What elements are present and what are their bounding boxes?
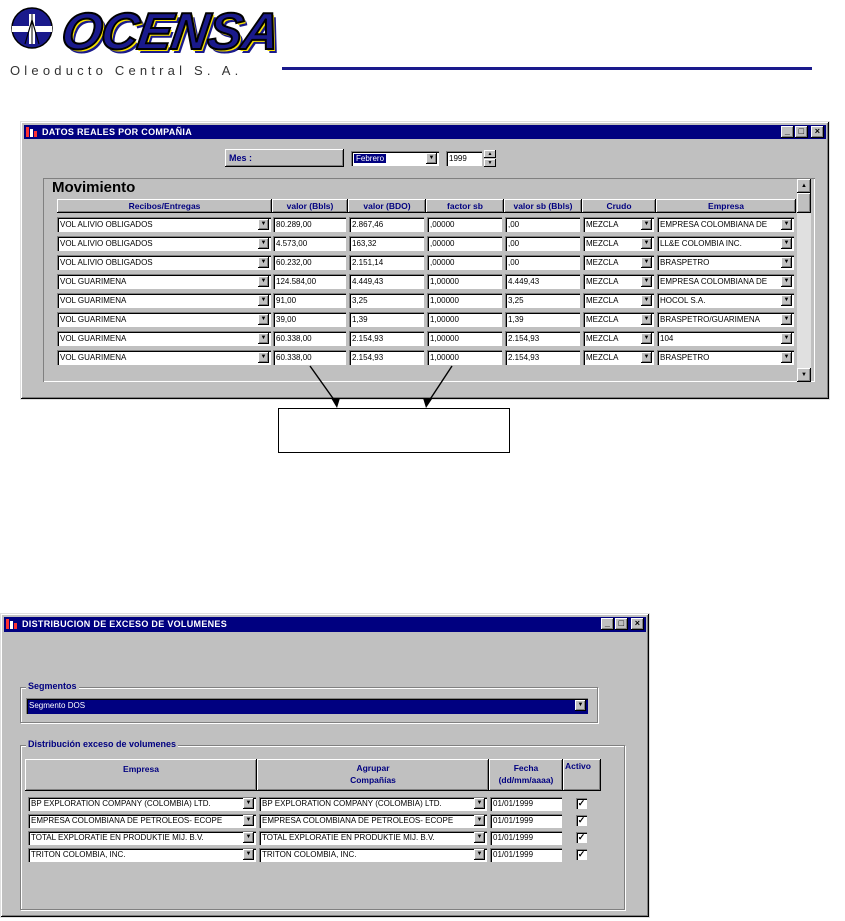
cell-text: 01/01/1999 (493, 850, 534, 859)
scroll-thumb[interactable] (797, 193, 811, 213)
valor-sb-field[interactable] (505, 331, 580, 346)
recibos-select[interactable] (57, 312, 271, 327)
empresa-select[interactable] (28, 797, 256, 811)
cell-text: 60.232,00 (276, 258, 312, 267)
chevron-down-icon[interactable]: ▼ (641, 295, 652, 306)
recibos-select[interactable] (57, 236, 271, 251)
chevron-down-icon[interactable]: ▼ (641, 257, 652, 268)
cell-text: 1,00000 (430, 334, 459, 343)
month-select[interactable] (351, 151, 439, 166)
empresa-select[interactable] (657, 274, 794, 289)
ocensa-logo-icon (8, 6, 58, 50)
cell-text: MEZCLA (586, 220, 619, 229)
cell-text: VOL ALIVIO OBLIGADOS (60, 239, 153, 248)
col-header-fecha: Fecha (dd/mm/aaaa) (489, 759, 563, 791)
recibos-select[interactable] (57, 331, 271, 346)
cell-text: 80.289,00 (276, 220, 312, 229)
cell-text: ,00000 (430, 258, 455, 267)
maximize-button[interactable]: □ (615, 618, 628, 630)
fecha-field[interactable] (490, 797, 562, 811)
factor-sb-field[interactable] (427, 255, 502, 270)
cell-text: MEZCLA (586, 258, 619, 267)
cell-text: BRASPETRO/GUARIMENA (660, 315, 761, 324)
activo-checkbox[interactable]: ✓ (577, 832, 586, 842)
chevron-down-icon[interactable]: ▼ (641, 276, 652, 287)
segmento-value: Segmento DOS (29, 701, 86, 710)
window-title: DATOS REALES POR COMPAÑIA (42, 127, 193, 137)
cell-text: EMPRESA COLOMBIANA DE PETROLEOS- ECOPE (262, 816, 454, 825)
chevron-down-icon[interactable]: ▼ (641, 314, 652, 325)
fecha-field[interactable] (490, 848, 562, 862)
cell-text: 01/01/1999 (493, 816, 534, 825)
cell-text: 91,00 (276, 296, 297, 305)
chevron-down-icon[interactable]: ▼ (258, 238, 269, 249)
brand-subtitle: Oleoducto Central S. A. (10, 63, 243, 78)
col-header-valor-bdo: valor (BDO) (348, 199, 426, 213)
crudo-select[interactable] (583, 293, 654, 308)
recibos-select[interactable] (57, 350, 271, 365)
chevron-down-icon[interactable]: ▼ (243, 832, 254, 843)
cell-text: TOTAL EXPLORATIE EN PRODUKTIE MIJ. B.V. (31, 833, 204, 842)
cell-text: TRITON COLOMBIA, INC. (262, 850, 357, 859)
empresa-select[interactable] (657, 331, 794, 346)
cell-text: BP EXPLORATION COMPANY (COLOMBIA) LTD. (262, 799, 442, 808)
empresa-select[interactable] (657, 217, 794, 232)
activo-checkbox[interactable]: ✓ (577, 849, 586, 859)
valor-sb-field[interactable] (505, 293, 580, 308)
cell-text: LL&E COLOMBIA INC. (660, 239, 742, 248)
chevron-down-icon[interactable]: ▼ (641, 333, 652, 344)
cell-text: EMPRESA COLOMBIANA DE (660, 277, 768, 286)
cell-text: VOL GUARIMENA (60, 315, 127, 324)
cell-text: EMPRESA COLOMBIANA DE PETROLEOS- ECOPE (31, 816, 223, 825)
col-header-valor-sb: valor sb (Bbls) (504, 199, 582, 213)
agrupar-select[interactable] (259, 831, 487, 845)
month-value: Febrero (356, 154, 385, 163)
valor-bbls-field[interactable] (273, 331, 346, 346)
crudo-select[interactable] (583, 236, 654, 251)
cell-text: 4.573,00 (276, 239, 308, 248)
cell-text: MEZCLA (586, 277, 619, 286)
cell-text: 124.584,00 (276, 277, 317, 286)
cell-text: 60.338,00 (276, 353, 312, 362)
cell-text: TOTAL EXPLORATIE EN PRODUKTIE MIJ. B.V. (262, 833, 435, 842)
cell-text: ,00000 (430, 220, 455, 229)
valor-sb-field[interactable] (505, 236, 580, 251)
chevron-down-icon[interactable]: ▼ (781, 295, 792, 306)
cell-text: 3,25 (508, 296, 524, 305)
window-title-bar[interactable] (24, 125, 826, 139)
cell-text: VOL ALIVIO OBLIGADOS (60, 258, 153, 267)
valor-sb-field[interactable] (505, 350, 580, 365)
scroll-down-icon[interactable]: ▼ (797, 368, 811, 382)
cell-text: 4.449,43 (352, 277, 384, 286)
segmento-select[interactable] (26, 698, 588, 714)
cell-text: 60.338,00 (276, 334, 312, 343)
chevron-down-icon[interactable]: ▼ (258, 219, 269, 230)
cell-text: MEZCLA (586, 353, 619, 362)
cell-text: 2.867,46 (352, 220, 384, 229)
cell-text: 1,00000 (430, 353, 459, 362)
col-header-valor-bbls: valor (Bbls) (272, 199, 348, 213)
agrupar-select[interactable] (259, 797, 487, 811)
cell-text: HOCOL S.A. (660, 296, 706, 305)
cell-text: 1,00000 (430, 277, 459, 286)
fecha-field[interactable] (490, 814, 562, 828)
activo-checkbox[interactable]: ✓ (577, 798, 586, 808)
mes-label-box (225, 149, 344, 167)
recibos-select[interactable] (57, 217, 271, 232)
cell-text: 2.154,93 (352, 353, 384, 362)
chevron-down-icon[interactable]: ▼ (474, 832, 485, 843)
factor-sb-field[interactable] (427, 236, 502, 251)
valor-bdo-field[interactable] (349, 293, 424, 308)
chevron-down-icon[interactable]: ▼ (641, 219, 652, 230)
chevron-down-icon[interactable]: ▼ (258, 352, 269, 363)
factor-sb-field[interactable] (427, 312, 502, 327)
year-value: 1999 (449, 154, 467, 163)
scroll-up-icon[interactable]: ▲ (797, 179, 811, 193)
minimize-button[interactable]: _ (601, 618, 614, 630)
cell-text: ,00 (508, 220, 520, 229)
spin-up-icon[interactable]: ▲ (484, 150, 496, 158)
recibos-select[interactable] (57, 274, 271, 289)
cell-text: BP EXPLORATION COMPANY (COLOMBIA) LTD. (31, 799, 211, 808)
chevron-down-icon[interactable]: ▼ (258, 257, 269, 268)
cell-text: 39,00 (276, 315, 297, 324)
cell-text: VOL GUARIMENA (60, 353, 127, 362)
valor-sb-field[interactable] (505, 217, 580, 232)
valor-bdo-field[interactable] (349, 312, 424, 327)
cell-text: MEZCLA (586, 296, 619, 305)
chevron-down-icon[interactable]: ▼ (474, 849, 485, 860)
mes-label: Mes : (229, 153, 253, 163)
distribucion-label: Distribución exceso de volumenes (28, 739, 177, 749)
crudo-select[interactable] (583, 255, 654, 270)
valor-sb-field[interactable] (505, 255, 580, 270)
chevron-down-icon[interactable]: ▼ (474, 798, 485, 809)
cell-text: 1,39 (352, 315, 368, 324)
cell-text: MEZCLA (586, 334, 619, 343)
empresa-select[interactable] (657, 236, 794, 251)
chevron-down-icon[interactable]: ▼ (258, 295, 269, 306)
logo-divider (282, 67, 812, 70)
valor-bbls-field[interactable] (273, 217, 346, 232)
col-header-activo: Activo (563, 759, 601, 791)
fecha-field[interactable] (490, 831, 562, 845)
valor-bbls-field[interactable] (273, 312, 346, 327)
close-button[interactable]: × (631, 618, 644, 630)
cell-text: VOL GUARIMENA (60, 334, 127, 343)
factor-sb-field[interactable] (427, 293, 502, 308)
annotation-box (278, 408, 510, 453)
valor-bbls-field[interactable] (273, 274, 346, 289)
cell-text: BRASPETRO (660, 258, 710, 267)
spin-down-icon[interactable]: ▼ (484, 159, 496, 167)
cell-text: BRASPETRO (660, 353, 710, 362)
chevron-down-icon[interactable]: ▼ (781, 219, 792, 230)
cell-text: 4.449,43 (508, 277, 540, 286)
window-title: DISTRIBUCION DE EXCESO DE VOLUMENES (22, 619, 228, 629)
cell-text: 1,39 (508, 315, 524, 324)
cell-text: 2.154,93 (508, 353, 540, 362)
crudo-select[interactable] (583, 217, 654, 232)
factor-sb-field[interactable] (427, 274, 502, 289)
empresa-select[interactable] (657, 350, 794, 365)
window-datos-reales (20, 121, 830, 400)
empresa-select[interactable] (28, 848, 256, 862)
app-icon (6, 619, 18, 629)
crudo-select[interactable] (583, 312, 654, 327)
activo-checkbox[interactable]: ✓ (577, 815, 586, 825)
minimize-button[interactable]: _ (781, 126, 794, 138)
chevron-down-icon[interactable]: ▼ (575, 700, 586, 711)
crudo-select[interactable] (583, 331, 654, 346)
chevron-down-icon[interactable]: ▼ (641, 238, 652, 249)
cell-text: 1,00000 (430, 315, 459, 324)
col-header-empresa: Empresa (25, 759, 257, 791)
chevron-down-icon[interactable]: ▼ (258, 333, 269, 344)
year-input[interactable] (446, 151, 482, 166)
cell-text: ,00 (508, 258, 520, 267)
cell-text: 2.154,93 (352, 334, 384, 343)
chevron-down-icon[interactable]: ▼ (243, 849, 254, 860)
chevron-down-icon[interactable]: ▼ (781, 276, 792, 287)
valor-bdo-field[interactable] (349, 331, 424, 346)
cell-text: MEZCLA (586, 239, 619, 248)
valor-sb-field[interactable] (505, 274, 580, 289)
recibos-select[interactable] (57, 293, 271, 308)
factor-sb-field[interactable] (427, 217, 502, 232)
chevron-down-icon[interactable]: ▼ (474, 815, 485, 826)
window-title-bar[interactable] (4, 617, 646, 632)
maximize-button[interactable]: □ (795, 126, 808, 138)
valor-bdo-field[interactable] (349, 274, 424, 289)
valor-bdo-field[interactable] (349, 217, 424, 232)
chevron-down-icon[interactable]: ▼ (781, 333, 792, 344)
chevron-down-icon[interactable]: ▼ (781, 257, 792, 268)
segmentos-label: Segmentos (28, 681, 77, 691)
chevron-down-icon[interactable]: ▼ (243, 798, 254, 809)
col-header-crudo: Crudo (582, 199, 656, 213)
cell-text: 104 (660, 334, 674, 343)
chevron-down-icon[interactable]: ▼ (243, 815, 254, 826)
cell-text: 01/01/1999 (493, 799, 534, 808)
chevron-down-icon[interactable]: ▼ (781, 314, 792, 325)
cell-text: VOL ALIVIO OBLIGADOS (60, 220, 153, 229)
col-header-agrupar: Agrupar Compañías (257, 759, 489, 791)
chevron-down-icon[interactable]: ▼ (258, 314, 269, 325)
col-header-factor-sb: factor sb (426, 199, 504, 213)
chevron-down-icon[interactable]: ▼ (781, 238, 792, 249)
cell-text: 1,00000 (430, 296, 459, 305)
empresa-select[interactable] (28, 814, 256, 828)
cell-text: 01/01/1999 (493, 833, 534, 842)
cell-text: EMPRESA COLOMBIANA DE (660, 220, 768, 229)
col-header-recibos: Recibos/Entregas (57, 199, 272, 213)
close-button[interactable]: × (811, 126, 824, 138)
vertical-scrollbar[interactable] (797, 179, 811, 382)
cell-text: ,00000 (430, 239, 455, 248)
empresa-select[interactable] (657, 255, 794, 270)
chevron-down-icon[interactable]: ▼ (781, 352, 792, 363)
factor-sb-field[interactable] (427, 331, 502, 346)
crudo-select[interactable] (583, 274, 654, 289)
cell-text: VOL GUARIMENA (60, 277, 127, 286)
empresa-select[interactable] (28, 831, 256, 845)
valor-sb-field[interactable] (505, 312, 580, 327)
crudo-select[interactable] (583, 350, 654, 365)
chevron-down-icon[interactable]: ▼ (641, 352, 652, 363)
year-spinner[interactable] (484, 150, 496, 167)
window-distribucion (0, 613, 650, 918)
valor-bbls-field[interactable] (273, 236, 346, 251)
brand-name: OCENSA (57, 3, 283, 61)
chevron-down-icon[interactable]: ▼ (258, 276, 269, 287)
recibos-select[interactable] (57, 255, 271, 270)
cell-text: VOL GUARIMENA (60, 296, 127, 305)
agrupar-select[interactable] (259, 814, 487, 828)
valor-bbls-field[interactable] (273, 293, 346, 308)
col-header-empresa: Empresa (656, 199, 796, 213)
cell-text: TRITON COLOMBIA, INC. (31, 850, 126, 859)
cell-text: 163,32 (352, 239, 377, 248)
empresa-select[interactable] (657, 312, 794, 327)
chevron-down-icon[interactable]: ▼ (426, 153, 437, 164)
cell-text: 2.151,14 (352, 258, 384, 267)
valor-bdo-field[interactable] (349, 236, 424, 251)
annotation-arrows (300, 362, 480, 412)
cell-text: 3,25 (352, 296, 368, 305)
cell-text: 2.154,93 (508, 334, 540, 343)
cell-text: MEZCLA (586, 315, 619, 324)
section-title: Movimiento (52, 179, 136, 196)
agrupar-select[interactable] (259, 848, 487, 862)
app-icon (26, 127, 38, 137)
empresa-select[interactable] (657, 293, 794, 308)
cell-text: ,00 (508, 239, 520, 248)
valor-bbls-field[interactable] (273, 255, 346, 270)
valor-bdo-field[interactable] (349, 255, 424, 270)
